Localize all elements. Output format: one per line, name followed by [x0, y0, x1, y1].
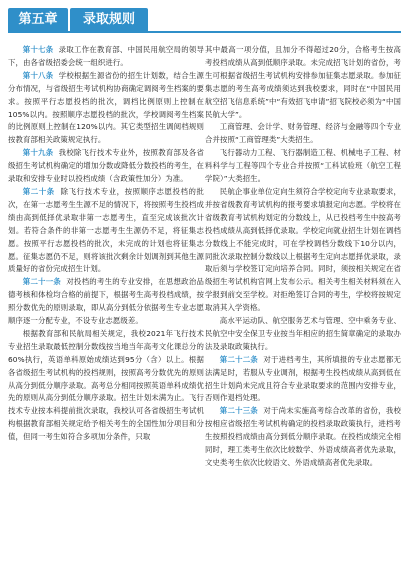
- chapter-label: 第五章: [8, 8, 68, 32]
- article-text: 根据教育部和民航局相关规定，我校2021年飞行技术专业招生录取最低控制分数线按当地当年高考文化课总分的60%执行，英语单科原始成绩达到95分（含）以上。根据各省级招生考试机构的投档规则，按照高考分数优先的原则从高分到低分顺序录取。高考总分相同按照英语单科成绩优先的原则从高分到低分顺序录取。招生计划未满为止。飞行技术专业按本科提前批次录取，我校认可各省级招生考试机构根据教育部相关规定给予相关考生的全国性加分项目和分值，但同一考生如符合多项加分条件，只取: [8, 328, 204, 442]
- article-text: 对投档的考生的专业安排，在思想政治品德考核和体检均合格的前提下，根据考生高考投档成绩，按照分数优先的原则录取，即从高分到低分依据考生专业志愿顺序逐一分配专业，不设专业志愿级差。: [8, 277, 204, 326]
- article-text: 对于进档考生，其所填报的专业志愿都无法满足时，若服从专业调剂，根据考生投档成绩从高到低在招生计划尚未完成且符合专业录取要求的范围内安排专业，否则作退档处理。: [205, 354, 401, 403]
- paragraph: [8, 186, 204, 276]
- article-number: 第二十二条: [219, 354, 259, 364]
- header-divider: [8, 31, 401, 33]
- paragraph: [8, 70, 204, 147]
- right-column: [205, 44, 401, 470]
- article-number: 第十八条: [22, 70, 54, 80]
- paragraph: [205, 121, 401, 147]
- paragraph: [205, 405, 401, 470]
- article-text: 高水平运动队、航空服务艺术与管理、空中乘务专业、民航空中安全保卫专业按当年相应的招生简章确定的录取办法及录取政策执行。: [205, 316, 401, 351]
- paragraph: [8, 147, 204, 186]
- article-number: 第十七条: [22, 45, 54, 54]
- paragraph: [8, 44, 204, 70]
- paragraph: [8, 328, 204, 444]
- article-text: 录取工作在教育部、中国民用航空局的领导下，由各省级招委会统一组织进行。: [8, 45, 204, 67]
- chapter-title: 录取规则: [70, 8, 148, 32]
- article-text: 民航企事业单位定向生须符合学校定向专业录取要求，并按省级教育考试机构的报考要求填报定向志愿。学校将在省级教育考试机构划定的分数线上，从已投档考生中按高考投档成绩从高到低择优录取。学校定向就业招生计划在调档分数线上不能完成时，可在学校调档分数线下10分以内，同批次录取控制分数线以上根据考生定向志愿择优录取，录取后须与学校签订定向培养合同。同时，须按相关规定在省级招生考试机构官网上发布公示。相关考生相关材料须在入学报到前交至学校。对拒绝签订合同的考生，学校将按规定取消其入学资格。: [205, 186, 401, 313]
- paragraph: [205, 44, 401, 121]
- article-text: 飞行器动力工程、飞行器制造工程、机械电子工程、材料科学与工程等四个专业合并按照“工科试验班（航空工程学院）”大类招生。: [205, 148, 401, 184]
- paragraph: [205, 186, 401, 315]
- article-number: 第二十一条: [22, 277, 62, 287]
- article-text: 除飞行技术专业，按照顺序志愿投档的批次，在第一志愿考生生源不足的情况下，将按照考生投档成绩由高到低择优录取非第一志愿考生，直至完成该批次计划。若符合条件的非第一志愿考生生源仍不足，将征集志愿。按照平行志愿投档的批次，未完成的计划也将征集志愿。征集志愿仍不足，则将该批次剩余计划调剂到其他生源质量好的省份完成招生计划。: [8, 186, 204, 274]
- article-number: 第十九条: [22, 148, 54, 158]
- article-text: 对于尚未实施高考综合改革的省份，我校按相应省级招生考试机构确定的投档录取政策执行，进档考生按照投档成绩由高分到低分顺序录取。在投档成绩完全相同时，理工类考生依次比较数学、外语成绩高者优先录取，文史类考生依次比较语文、外语成绩高者优先录取。: [205, 406, 401, 467]
- chapter-header: [0, 0, 409, 40]
- article-text: 工商管理、会计学、财务管理、经济与金融等四个专业合并按照“工商管理类”大类招生。: [205, 122, 401, 145]
- article-number: 第二十三条: [219, 406, 259, 416]
- paragraph: [205, 354, 401, 406]
- paragraph: [205, 147, 401, 186]
- paragraph: [205, 315, 401, 354]
- article-text: 其中最高一项分值，且加分不得超过20分，合格考生按高考投档成绩从高到低顺序录取。未完成招飞计划的省份，考生可根据省级招生考试机构安排参加征集志愿录取。参加征集志愿的考生高考成绩须达到我校要求，同时在“中国民用航空招飞信息系统”中“有效招飞申请”招飞院校必须为“中国民航大学”。: [205, 45, 401, 119]
- left-column: [8, 44, 204, 444]
- article-text: 我校除飞行技术专业外，按照教育部及各省级招生考试机构确定的增加分数或降低分数投档的考生，在录取和安排专业时以投档成绩（含政策性加分）为准。: [8, 148, 204, 184]
- article-text: 学校根据生源省份的招生计划数，结合生源分布情况，与省级招生考试机构协商确定调阅考生档案的要求。按照平行志愿投档的批次，调档比例原则上控制在105%以内。按照顺序志愿投档的批次，学校调阅考生档案的比例原则上控制在120%以内。其它类型招生调阅档规则按教育部相关政策规定执行。: [8, 70, 204, 145]
- paragraph: [8, 276, 204, 328]
- article-number: 第二十条: [22, 186, 55, 196]
